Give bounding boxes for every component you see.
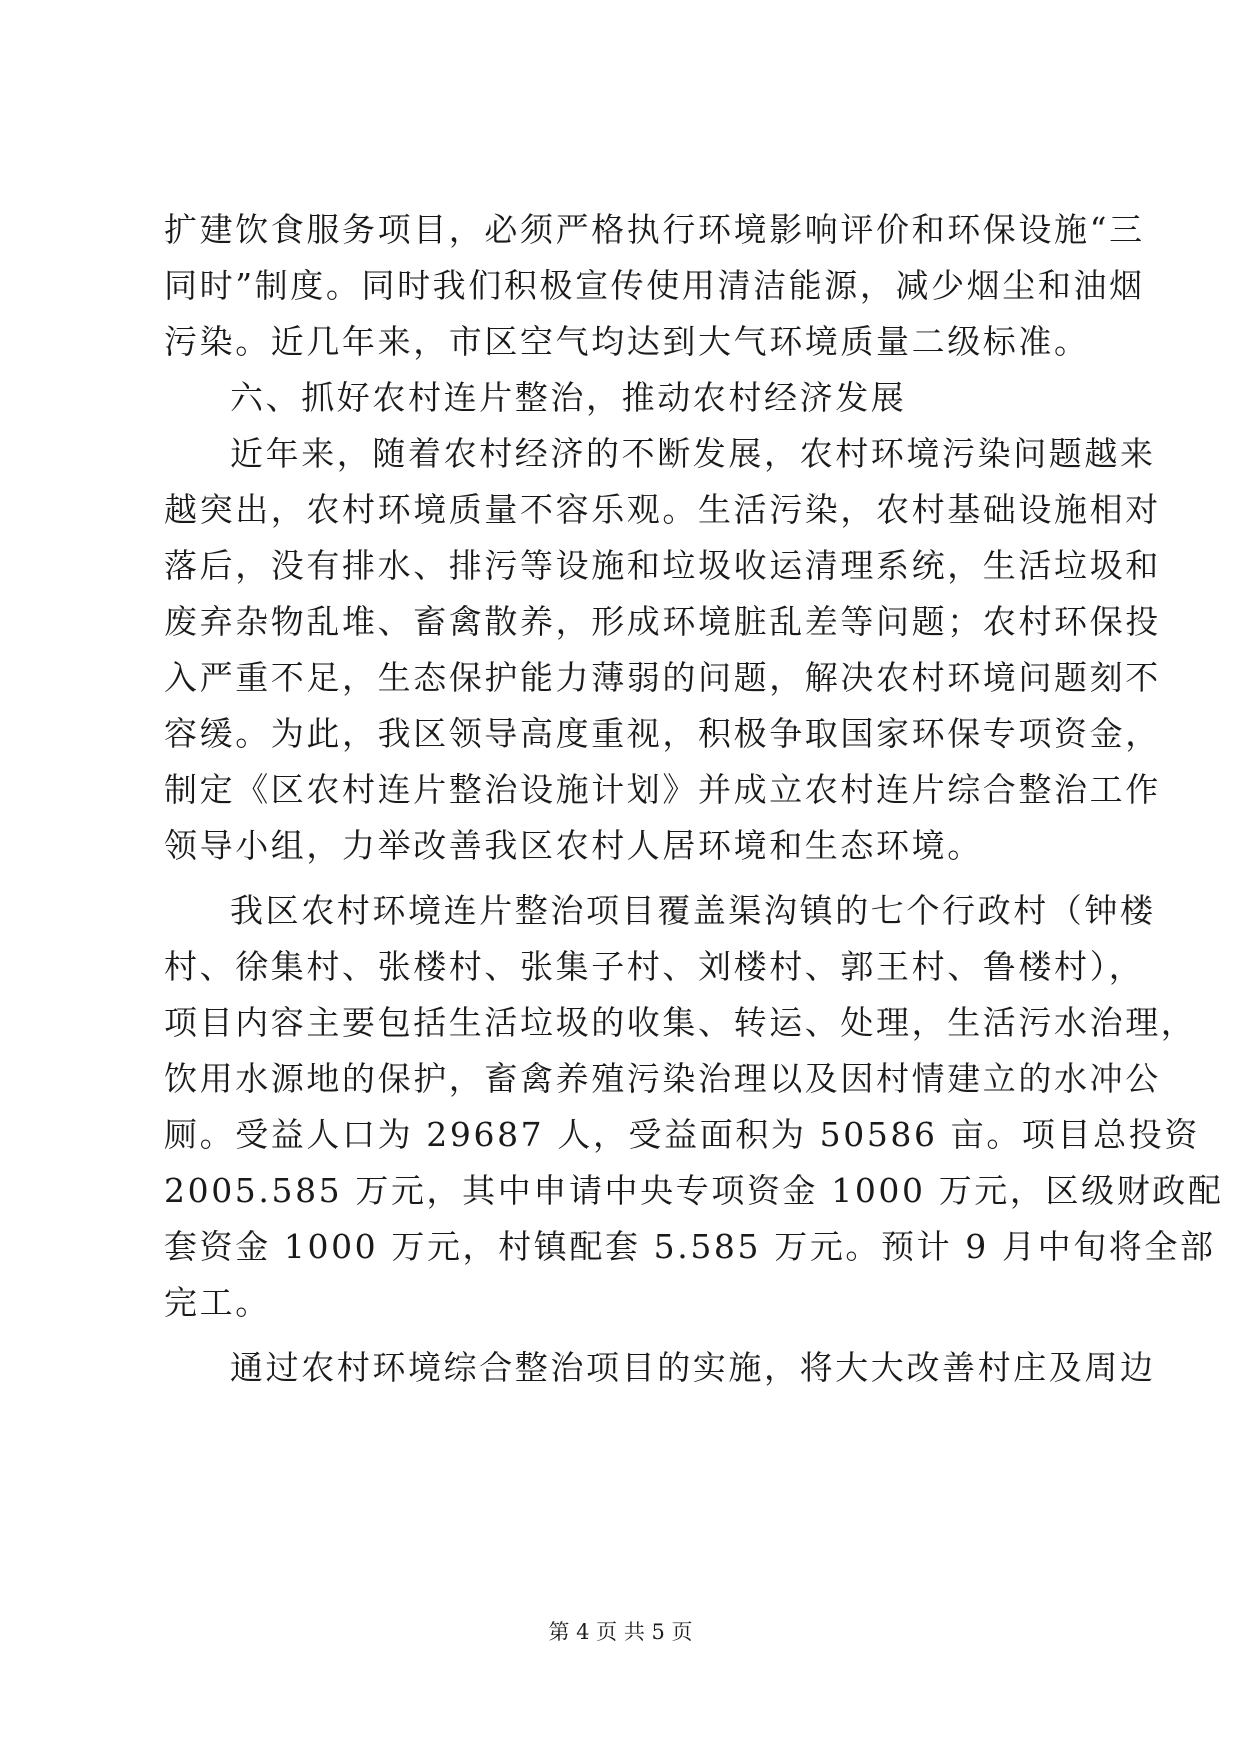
text-line: 厕。受益人口为 29687 人，受益面积为 50586 亩。项目总投资 <box>164 1115 1200 1154</box>
text-line: 制定《区农村连片整治设施计划》并成立农村连片综合整治工作 <box>164 770 1161 809</box>
text-line: 近年来，随着农村经济的不断发展，农村环境污染问题越来 <box>230 434 1156 473</box>
text-line: 项目内容主要包括生活垃圾的收集、转运、处理，生活污水治理， <box>164 1003 1197 1042</box>
text-line: 通过农村环境综合整治项目的实施，将大大改善村庄及周边 <box>230 1348 1156 1387</box>
text-line: 污染。近几年来，市区空气均达到大气环境质量二级标准。 <box>164 322 1090 361</box>
text-line: 我区农村环境连片整治项目覆盖渠沟镇的七个行政村（钟楼 <box>230 891 1156 930</box>
text-line: 同时”制度。同时我们积极宣传使用清洁能源，减少烟尘和油烟 <box>164 266 1145 305</box>
text-line: 扩建饮食服务项目，必须严格执行环境影响评价和环保设施“三 <box>164 210 1145 249</box>
text-line: 落后，没有排水、排污等设施和垃圾收运清理系统，生活垃圾和 <box>164 546 1161 585</box>
text-line: 完工。 <box>164 1283 271 1322</box>
text-line: 饮用水源地的保护，畜禽养殖污染治理以及因村情建立的水冲公 <box>164 1059 1161 1098</box>
text-line: 套资金 1000 万元，村镇配套 5.585 万元。预计 9 月中旬将全部 <box>164 1227 1216 1266</box>
text-line: 越突出，农村环境质量不容乐观。生活污染，农村基础设施相对 <box>164 490 1161 529</box>
text-line: 领导小组，力举改善我区农村人居环境和生态环境。 <box>164 826 983 865</box>
text-line: 2005.585 万元，其中申请中央专项资金 1000 万元，区级财政配 <box>164 1171 1224 1210</box>
page-number-footer: 第 4 页 共 5 页 <box>548 1620 693 1644</box>
text-line: 入严重不足，生态保护能力薄弱的问题，解决农村环境问题刻不 <box>164 658 1161 697</box>
text-line: 废弃杂物乱堆、畜禽散养，形成环境脏乱差等问题；农村环保投 <box>164 602 1161 641</box>
section-heading: 六、抓好农村连片整治，推动农村经济发展 <box>230 378 907 417</box>
text-line: 容缓。为此，我区领导高度重视，积极争取国家环保专项资金， <box>164 714 1161 753</box>
text-line: 村、徐集村、张楼村、张集子村、刘楼村、郭王村、鲁楼村）， <box>164 947 1145 986</box>
